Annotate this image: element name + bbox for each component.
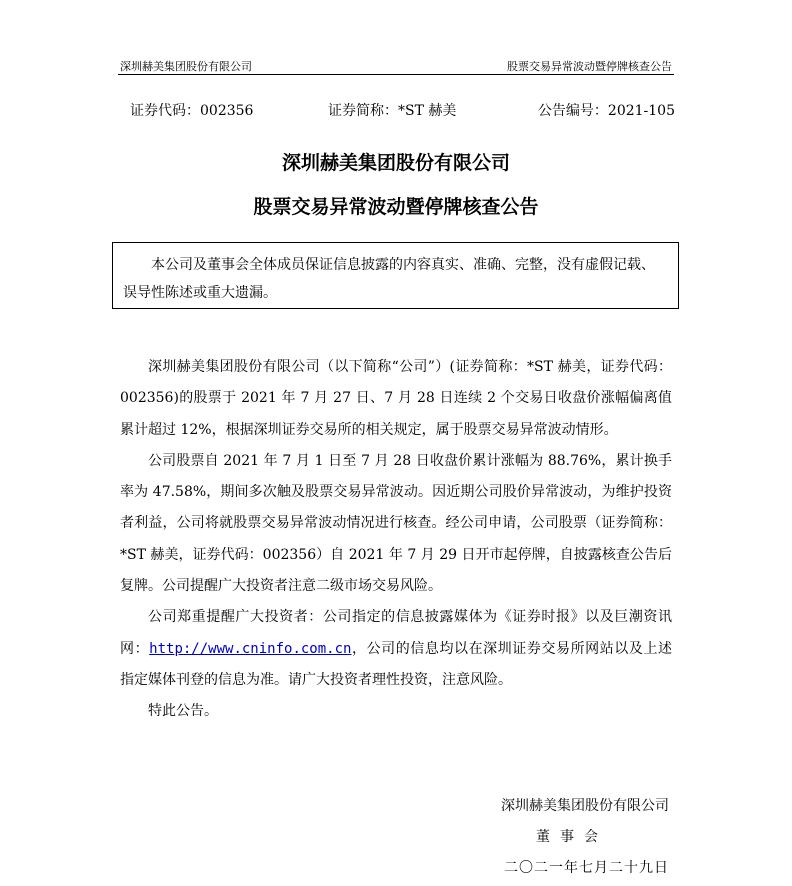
- paragraph-2: 公司股票自 2021 年 7 月 1 日至 7 月 28 日收盘价累计涨幅为 88.76%，累计换手率为 47.58%，期间多次触及股票交易异常波动。因近期公司股价异常波动，为维护投资者利益，公司将就股票交易异常波动情况进行核查。经公司申请，公司股票（证券简称：*ST 赫美，证券代码：002356）自 2021 年 7 月 29 日开市起停牌，自披露核查公告后复牌。公司提醒广大投资者注意二级市场交易风险。: [120, 452, 672, 595]
- signature-company: 深圳赫美集团股份有限公司: [501, 798, 669, 814]
- signature-board: 董事会: [536, 829, 608, 845]
- announcement-meta: [130, 100, 675, 122]
- page-header: [118, 56, 674, 75]
- paragraph-3-text-after: ，公司的信息均以在深圳证券交易所网站以及上述指定媒体刊登的信息为准。请广大投资者理性投资，注意风险。: [120, 640, 673, 688]
- paragraph-3: [120, 602, 672, 696]
- announcement-number: 公告编号：2021-105: [537, 103, 675, 119]
- header-doc-title: 股票交易异常波动暨停牌核查公告: [507, 60, 672, 73]
- disclaimer-box: 本公司及董事会全体成员保证信息披露的内容真实、准确、完整，没有虚假记载、误导性陈述或重大遗漏。: [112, 242, 679, 309]
- security-abbreviation: 证券简称：*ST 赫美: [328, 103, 457, 119]
- paragraph-3-text-before: 公司郑重提醒广大投资者：公司指定的信息披露媒体为《证券时报》以及巨潮资讯网：: [120, 609, 672, 657]
- header-company: 深圳赫美集团股份有限公司: [120, 60, 252, 73]
- title-company: 深圳赫美集团股份有限公司: [281, 152, 510, 174]
- security-code: 证券代码：002356: [130, 103, 254, 119]
- paragraph-4: 特此公告。: [148, 703, 218, 720]
- announcement-body: [120, 352, 672, 728]
- cninfo-link[interactable]: http://www.cninfo.com.cn: [149, 640, 352, 657]
- title-announcement: 股票交易异常波动暨停牌核查公告: [253, 196, 539, 218]
- signature-date: 二〇二一年七月二十九日: [504, 860, 669, 876]
- paragraph-1: 深圳赫美集团股份有限公司（以下简称“公司”）(证券简称：*ST 赫美，证券代码：002356)的股票于 2021 年 7 月 27 日、7 月 28 日连续 2 个交易日收盘价涨幅偏离值累计超过 12%，根据深圳证券交易所的相关规定，属于股票交易异常波动情形。: [120, 359, 672, 438]
